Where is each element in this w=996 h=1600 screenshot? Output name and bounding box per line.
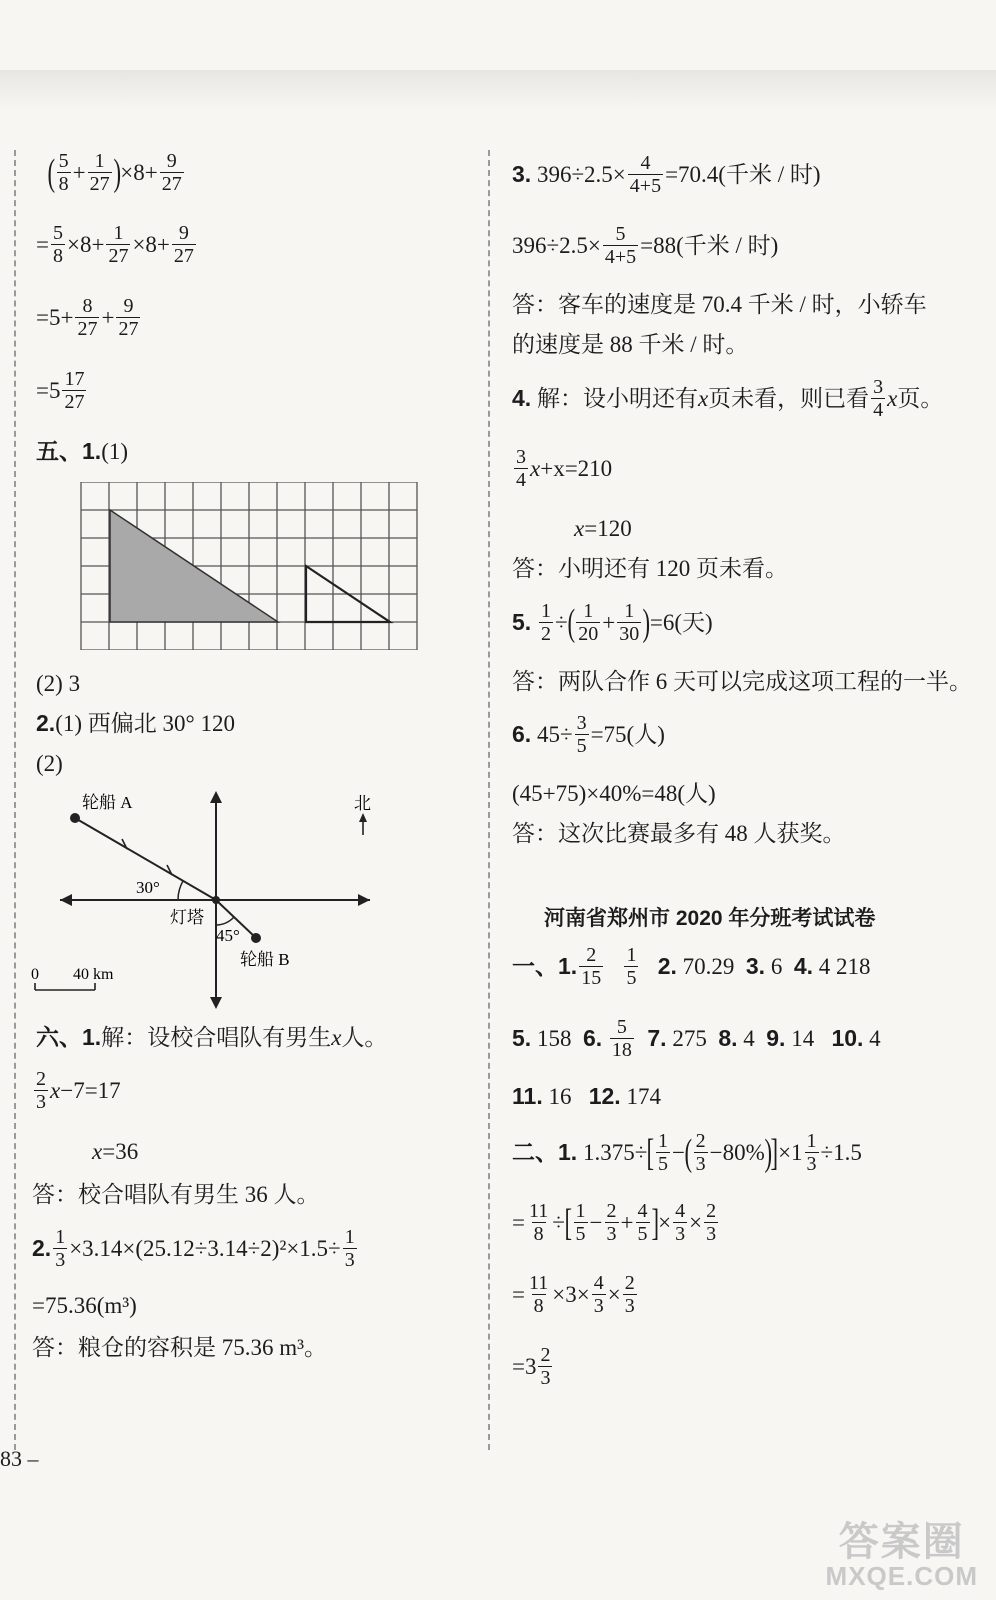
section-1-row-3: 11. 16 12. 174 (512, 1083, 661, 1109)
question-2-part-1: 2. (1) 西偏北 30° 120 (36, 710, 235, 736)
section-2-line-1: 二、1. 1.375÷ [ 1 5 − ( 2 3 −80% ) ] ×1 $\frac{1}{3}$ ÷1.5 (512, 1130, 862, 1175)
label-ship-b: 轮船 B (240, 950, 290, 969)
question-3-line-1: 3. 396÷2.5× $\frac{4}{4+5}$ =70.4(千米 / 时) (512, 152, 821, 197)
calc-line-4: =5 17 27 (36, 368, 85, 413)
answer-3-line-1: 答：客车的速度是 70.4 千米 / 时，小轿车 (512, 292, 927, 317)
answer-3-line-2: 的速度是 88 千米 / 时。 (512, 332, 749, 357)
answer-6-1: 答：校合唱队有男生 36 人。 (32, 1182, 320, 1207)
question-4: 4. 解：设小明还有 x 页未看，则已看 3 4 x 页。 (512, 376, 944, 421)
question-6: 6. 45÷ $\frac{3}{5}$ =75(人) (512, 712, 665, 757)
question-6-line-2: (45+75)×40%=48(人) (512, 781, 716, 806)
left-margin-rule (14, 150, 16, 1450)
label-lighthouse: 灯塔 (170, 908, 204, 927)
scale-40km: 40 km (73, 966, 114, 983)
section-2-line-4: =3 2 3 (512, 1344, 551, 1389)
answer-4: 答：小明还有 120 页未看。 (512, 556, 788, 581)
question-2-part-2: (2) (36, 751, 63, 776)
calc-line-2: = $\frac{5}{8}$ ×8+ $\frac{1}{27}$ ×8+ $\frac{9}{27}$ (36, 222, 194, 267)
section-2-line-3: = $\frac{11}{8}$ ×3× $\frac{4}{3}$ × $\frac{2}{3}$ (512, 1272, 635, 1317)
scan-top-band (0, 70, 996, 110)
section-2-line-2: = $\frac{11}{8}$ ÷ [ 1 5 − $\frac{2}{3}$ + $\frac{4}{5}$ ] × $\frac{4}{3}$ × $\frac{2}{3}$ (512, 1200, 717, 1245)
section-1-row-1: 一、1. 2 15 1 5 2. 70.29 3. 6 4. 4 218 (512, 944, 871, 989)
answer-6-2: 答：粮仓的容积是 75.36 m³。 (32, 1335, 328, 1360)
label-ship-a: 轮船 A (82, 793, 133, 812)
page-number: 83 – (0, 1446, 39, 1471)
answer-6: 答：这次比赛最多有 48 人获奖。 (512, 821, 846, 846)
answer-5: 答：两队合作 6 天可以完成这项工程的一半。 (512, 669, 972, 694)
section-1-row-2: 5. 158 6. 5 18 7. 275 8. 4 9. 14 10. 4 (512, 1016, 881, 1061)
equation-1: 2 3 x −7=17 (36, 1068, 121, 1113)
question-6-2: 2. $\frac{1}{3}$ ×3.14×(25.12÷3.14÷2)²×1.5÷ $\frac{1}{3}$ (32, 1226, 355, 1271)
equation-4: 3 4 x +x=210 (516, 446, 613, 491)
question-3-line-2: 396÷2.5× $\frac{5}{4+5}$ =88(千米 / 时) (512, 223, 779, 268)
section-5-heading: 五、1. (1) (36, 438, 129, 464)
label-north: 北 (354, 794, 371, 813)
label-angle-45: 45° (216, 926, 240, 945)
question-6-2-result: =75.36(m³) (32, 1293, 137, 1318)
equation-4-solution: x =120 (574, 516, 632, 541)
bearing-diagram (30, 785, 390, 1015)
section-5-part-2: (2) 3 (36, 671, 81, 696)
label-angle-30: 30° (136, 878, 160, 897)
column-divider (488, 150, 490, 1450)
section-6-heading: 六、1. 解：设校合唱队有男生 x 人。 (36, 1024, 388, 1050)
exam-title: 河南省郑州市 2020 年分班考试试卷 (544, 907, 876, 930)
question-5: 5. $\frac{1}{2}$ ÷ ( 1 20 + $\frac{1}{30}$ ) =6(天) (512, 600, 713, 645)
calc-line-3: =5+ $\frac{8}{27}$ + $\frac{9}{27}$ (36, 295, 139, 340)
watermark-logo: 答案圈 MXQE.COM (825, 1519, 978, 1591)
equation-1-solution: x =36 (92, 1139, 139, 1164)
grid-figure (80, 482, 422, 650)
scale-zero: 0 (31, 966, 39, 983)
calc-line-1: ( 5 8 + $\frac{1}{27}$ ) ×8+ $\frac{9}{27}$ (47, 150, 182, 195)
